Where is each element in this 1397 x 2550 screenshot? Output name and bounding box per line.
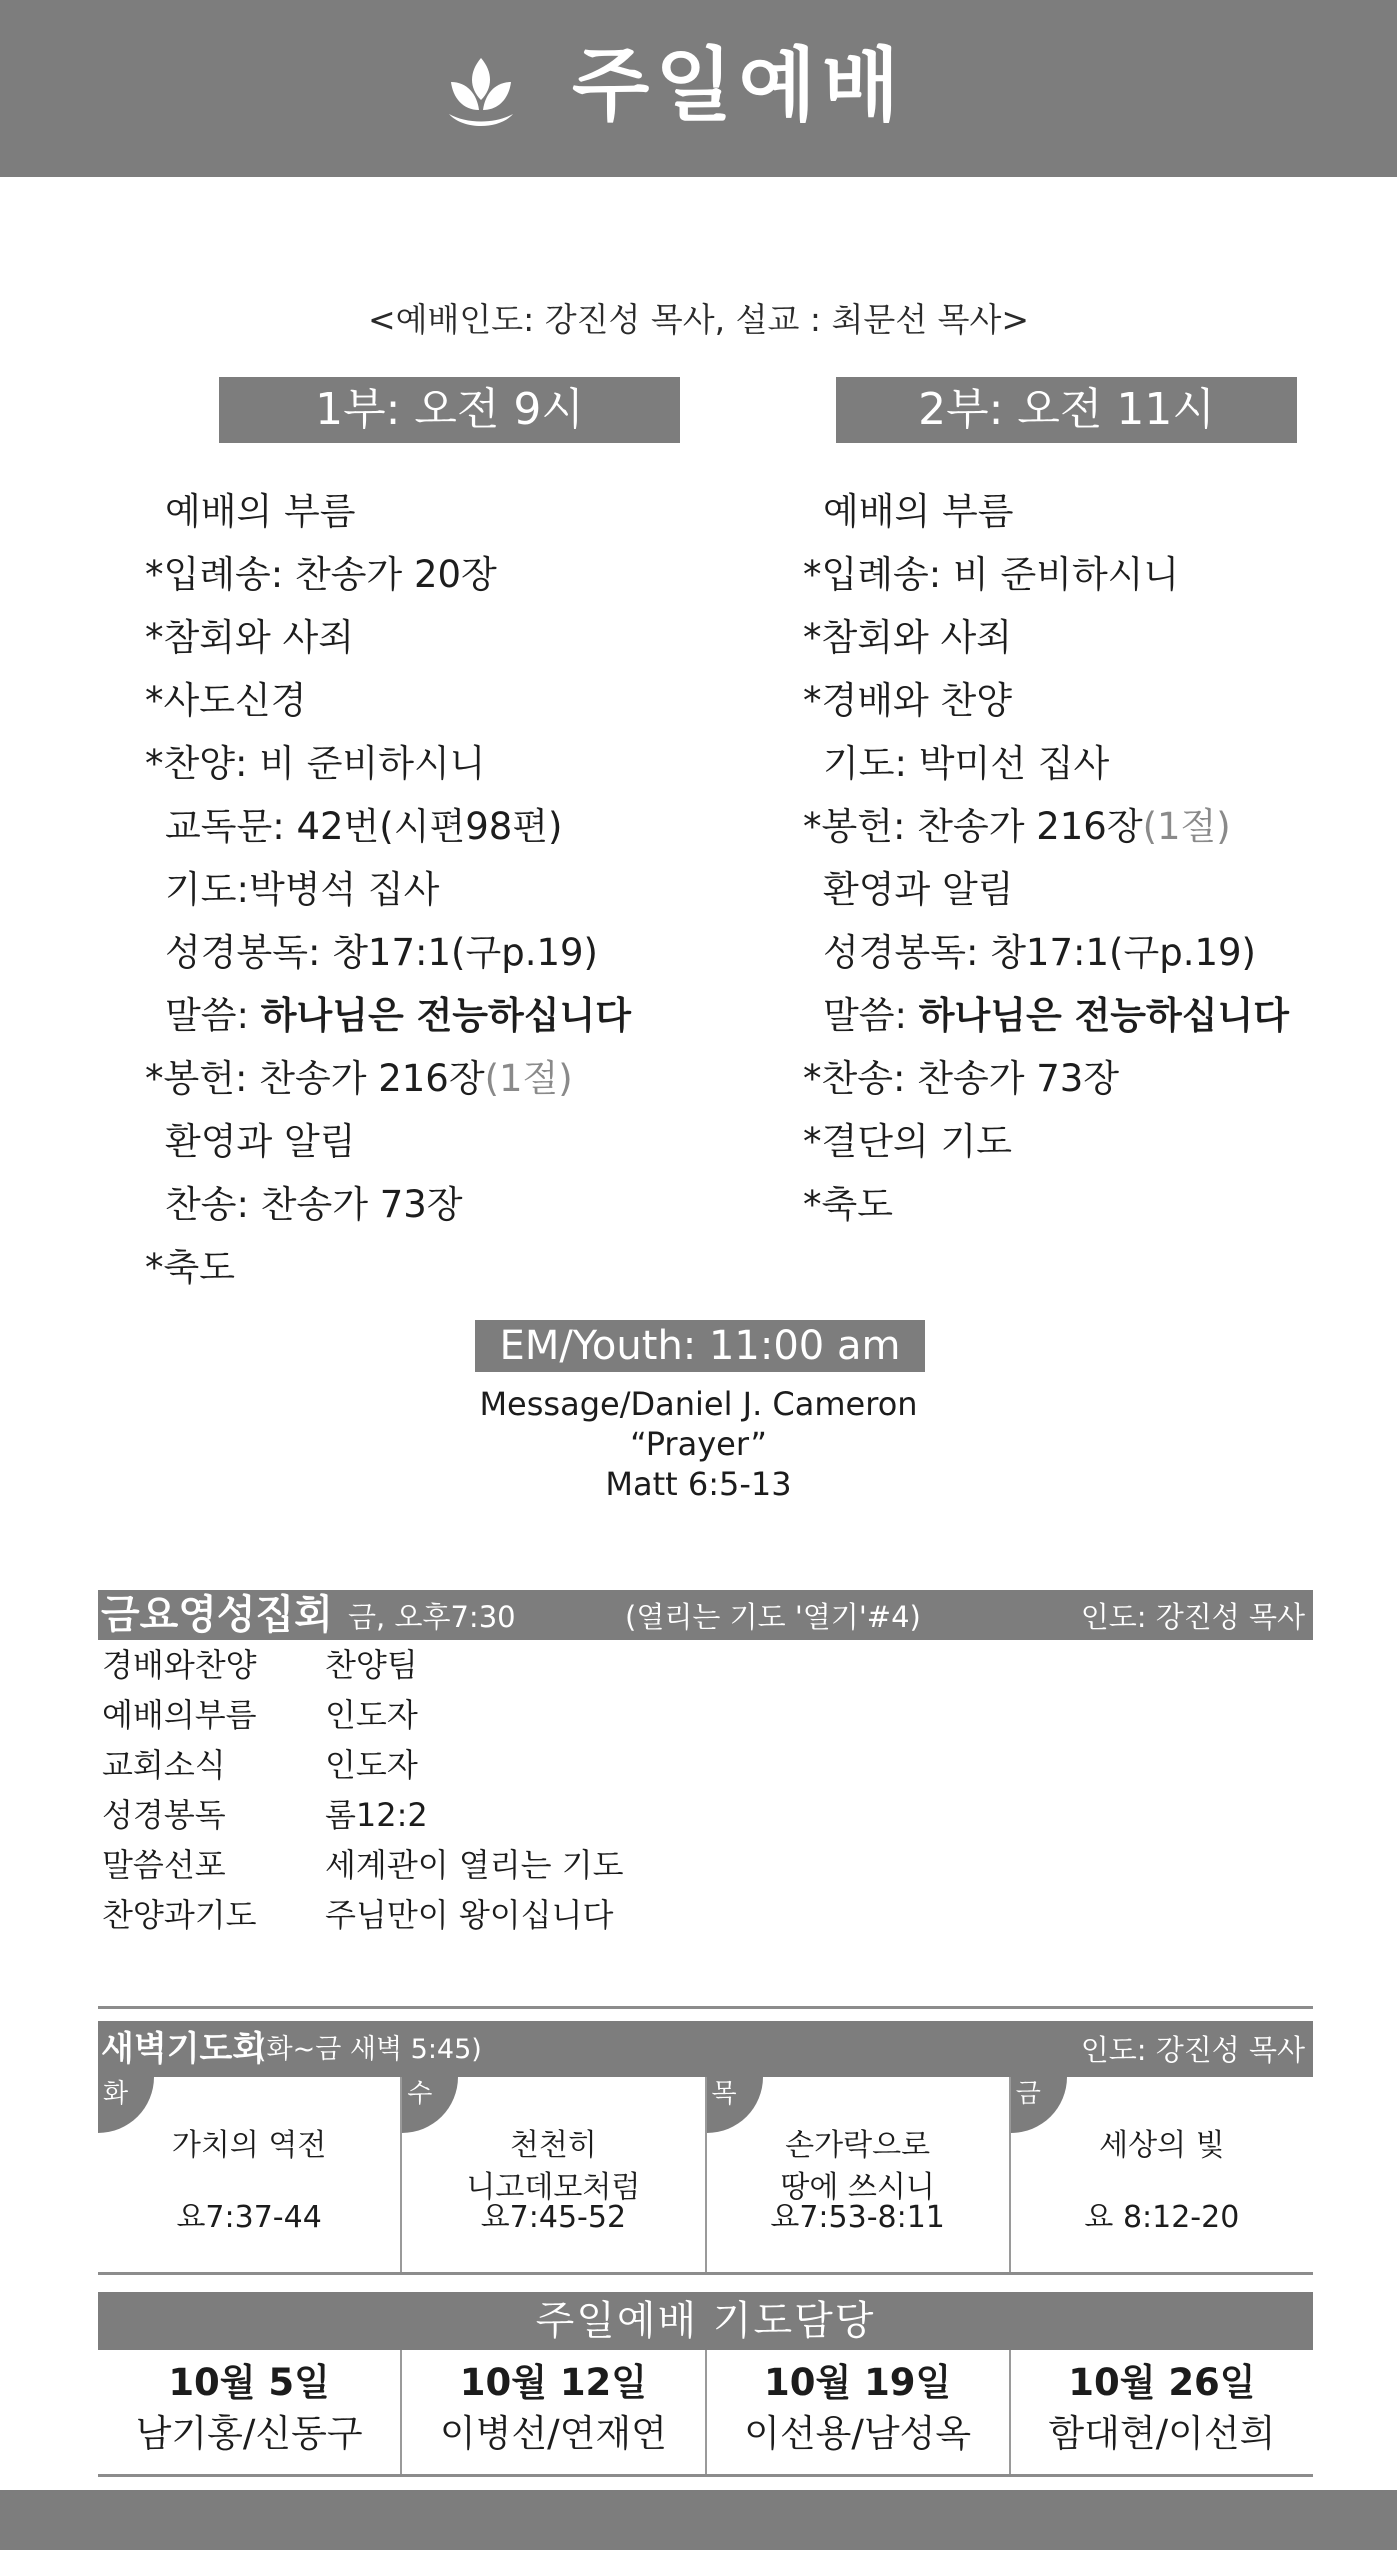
friday-item-value: 인도자 bbox=[325, 1746, 418, 1784]
day-verse: 요7:53-8:11 bbox=[770, 2200, 945, 2235]
friday-order-item bbox=[102, 1690, 624, 1740]
order-item bbox=[803, 480, 1289, 543]
sermon-title: 하나님은 전능하십니다 bbox=[918, 994, 1290, 1037]
order-item bbox=[803, 669, 1289, 732]
verse-note: (1절) bbox=[484, 1057, 573, 1100]
order-item-text: 기도:박병석 집사 bbox=[165, 868, 440, 911]
friday-item-label: 예배의부름 bbox=[102, 1696, 257, 1734]
order-item bbox=[145, 984, 631, 1047]
order-item-text: 말씀: bbox=[165, 994, 261, 1037]
order-item bbox=[803, 543, 1289, 606]
prayer-duty-cell bbox=[402, 2350, 706, 2474]
friday-order-list bbox=[102, 1640, 624, 1940]
order-item bbox=[145, 1173, 631, 1236]
sermon-title: 하나님은 전능하십니다 bbox=[260, 994, 632, 1037]
friday-item-value: 찬양팀 bbox=[325, 1646, 418, 1684]
divider bbox=[98, 2006, 1313, 2009]
dawn-day-cell bbox=[707, 2077, 1011, 2272]
dawn-schedule-grid bbox=[98, 2077, 1313, 2275]
order-item-text: 예배의 부름 bbox=[823, 490, 1014, 533]
day-verse: 요7:37-44 bbox=[176, 2200, 322, 2235]
prayer-duty-cell bbox=[707, 2350, 1011, 2474]
duty-names: 이병선/연재연 bbox=[439, 2412, 667, 2455]
order-item bbox=[803, 1110, 1289, 1173]
duty-date: 10월 26일 bbox=[1068, 2361, 1256, 2404]
friday-order-item bbox=[102, 1740, 624, 1790]
day-topic-line2: 니고데모처럼 bbox=[466, 2170, 641, 2205]
friday-item-label: 성경봉독 bbox=[102, 1796, 226, 1834]
day-topic-line1: 천천히 bbox=[509, 2128, 597, 2163]
friday-order-item bbox=[102, 1640, 624, 1690]
order-item-text: *입례송: 비 준비하시니 bbox=[803, 553, 1180, 596]
order-item-text: *봉헌: 찬송가 216장 bbox=[145, 1057, 485, 1100]
order-item-text: *사도신경 bbox=[145, 679, 307, 722]
friday-item-label: 찬양과기도 bbox=[102, 1896, 257, 1934]
order-item-text: *축도 bbox=[145, 1246, 235, 1289]
order-item-text: 성경봉독: 창17:1(구p.19) bbox=[823, 931, 1256, 974]
service2-heading: 2부: 오전 11시 bbox=[836, 377, 1297, 443]
order-item bbox=[803, 795, 1289, 858]
duty-names: 이선용/남성옥 bbox=[744, 2412, 972, 2455]
dawn-leader: 인도: 강진성 목사 bbox=[1080, 2033, 1305, 2067]
friday-item-value: 주님만이 왕이십니다 bbox=[325, 1896, 614, 1934]
order-item bbox=[145, 1236, 631, 1299]
order-item bbox=[145, 732, 631, 795]
flame-leaf-icon bbox=[443, 52, 519, 132]
day-verse: 요7:45-52 bbox=[480, 2200, 627, 2235]
em-youth-title: “Prayer” bbox=[630, 1425, 767, 1463]
service1-order-list bbox=[145, 480, 631, 1299]
em-youth-verse: Matt 6:5-13 bbox=[605, 1465, 792, 1503]
order-item-text: *참회와 사죄 bbox=[803, 616, 1012, 659]
page-footer bbox=[0, 2490, 1397, 2550]
duty-names: 남기홍/신동구 bbox=[135, 2412, 363, 2455]
order-item-text: 환영과 알림 bbox=[823, 868, 1014, 911]
day-topic bbox=[1011, 2125, 1313, 2167]
prayer-duty-cell bbox=[1011, 2350, 1313, 2474]
order-item-text: *축도 bbox=[803, 1183, 893, 1226]
friday-order-item bbox=[102, 1790, 624, 1840]
order-item bbox=[145, 606, 631, 669]
friday-leader: 인도: 강진성 목사 bbox=[1080, 1600, 1305, 1634]
friday-time: 금, 오후7:30 bbox=[348, 1600, 516, 1634]
order-item bbox=[145, 921, 631, 984]
order-item-text: *참회와 사죄 bbox=[145, 616, 354, 659]
order-item bbox=[803, 1173, 1289, 1236]
order-item-text: 환영과 알림 bbox=[165, 1120, 356, 1163]
worship-leaders: <예배인도: 강진성 목사, 설교 : 최문선 목사> bbox=[367, 300, 1029, 339]
order-item bbox=[145, 858, 631, 921]
friday-order-item bbox=[102, 1840, 624, 1890]
duty-date: 10월 19일 bbox=[763, 2361, 952, 2404]
duty-date: 10월 5일 bbox=[168, 2361, 330, 2404]
em-youth-message: Message/Daniel J. Cameron bbox=[479, 1385, 918, 1423]
prayer-duty-grid bbox=[98, 2350, 1313, 2477]
friday-order-item bbox=[102, 1890, 624, 1940]
day-label: 수 bbox=[407, 2079, 433, 2109]
day-label: 목 bbox=[711, 2079, 737, 2109]
friday-item-label: 교회소식 bbox=[102, 1746, 226, 1784]
dawn-subtitle: (화~금 새벽 5:45) bbox=[256, 2034, 482, 2065]
friday-meeting-bar bbox=[98, 1590, 1313, 1640]
order-item bbox=[803, 732, 1289, 795]
dawn-day-cell bbox=[98, 2077, 402, 2272]
verse-note: (1절) bbox=[1142, 805, 1231, 848]
order-item bbox=[145, 1047, 631, 1110]
prayer-duty-cell bbox=[98, 2350, 402, 2474]
order-item bbox=[145, 1110, 631, 1173]
friday-item-label: 말씀선포 bbox=[102, 1846, 226, 1884]
order-item bbox=[145, 669, 631, 732]
day-topic bbox=[98, 2125, 400, 2167]
day-topic-line1: 세상의 빛 bbox=[1099, 2128, 1225, 2163]
friday-title: 금요영성집회 bbox=[101, 1592, 333, 1638]
order-item-text: 성경봉독: 창17:1(구p.19) bbox=[165, 931, 598, 974]
order-item-text: 예배의 부름 bbox=[165, 490, 356, 533]
friday-item-value: 인도자 bbox=[325, 1696, 418, 1734]
dawn-title: 새벽기도회 bbox=[101, 2029, 266, 2069]
order-item bbox=[803, 984, 1289, 1047]
order-item bbox=[803, 1047, 1289, 1110]
page-title: 주일예배 bbox=[572, 39, 906, 132]
day-topic-line1: 손가락으로 bbox=[785, 2128, 931, 2163]
service2-order-list bbox=[803, 480, 1289, 1236]
day-verse: 요 8:12-20 bbox=[1084, 2200, 1240, 2235]
order-item-text: *입례송: 찬송가 20장 bbox=[145, 553, 497, 596]
order-item bbox=[145, 543, 631, 606]
order-item-text: *경배와 찬양 bbox=[803, 679, 1012, 722]
dawn-prayer-bar bbox=[98, 2021, 1313, 2077]
friday-item-value: 세계관이 열리는 기도 bbox=[325, 1846, 624, 1884]
day-topic-line2: 땅에 쓰시니 bbox=[780, 2170, 935, 2205]
friday-item-label: 경배와찬양 bbox=[102, 1646, 257, 1684]
service1-heading: 1부: 오전 9시 bbox=[219, 377, 680, 443]
duty-names: 함대현/이선희 bbox=[1048, 2412, 1276, 2455]
order-item-text: 찬송: 찬송가 73장 bbox=[165, 1183, 463, 1226]
friday-item-value: 롬12:2 bbox=[325, 1796, 428, 1834]
order-item bbox=[803, 606, 1289, 669]
order-item-text: *봉헌: 찬송가 216장 bbox=[803, 805, 1143, 848]
order-item bbox=[145, 480, 631, 543]
order-item bbox=[803, 921, 1289, 984]
prayer-duty-heading: 주일예배 기도담당 bbox=[98, 2292, 1313, 2350]
day-topic-line1: 가치의 역전 bbox=[171, 2128, 327, 2163]
em-youth-heading: EM/Youth: 11:00 am bbox=[475, 1320, 925, 1372]
friday-note: (열리는 기도 '열기'#4) bbox=[625, 1600, 921, 1634]
order-item-text: 기도: 박미선 집사 bbox=[823, 742, 1110, 785]
order-item bbox=[803, 858, 1289, 921]
order-item-text: *결단의 기도 bbox=[803, 1120, 1012, 1163]
duty-date: 10월 12일 bbox=[459, 2361, 648, 2404]
order-item-text: 교독문: 42번(시편98편) bbox=[165, 805, 563, 848]
order-item bbox=[145, 795, 631, 858]
dawn-day-cell bbox=[1011, 2077, 1313, 2272]
day-label: 화 bbox=[103, 2079, 129, 2109]
order-item-text: 말씀: bbox=[823, 994, 919, 1037]
order-item-text: *찬송: 찬송가 73장 bbox=[803, 1057, 1120, 1100]
dawn-day-cell bbox=[402, 2077, 706, 2272]
order-item-text: *찬양: 비 준비하시니 bbox=[145, 742, 486, 785]
day-label: 금 bbox=[1015, 2079, 1041, 2109]
